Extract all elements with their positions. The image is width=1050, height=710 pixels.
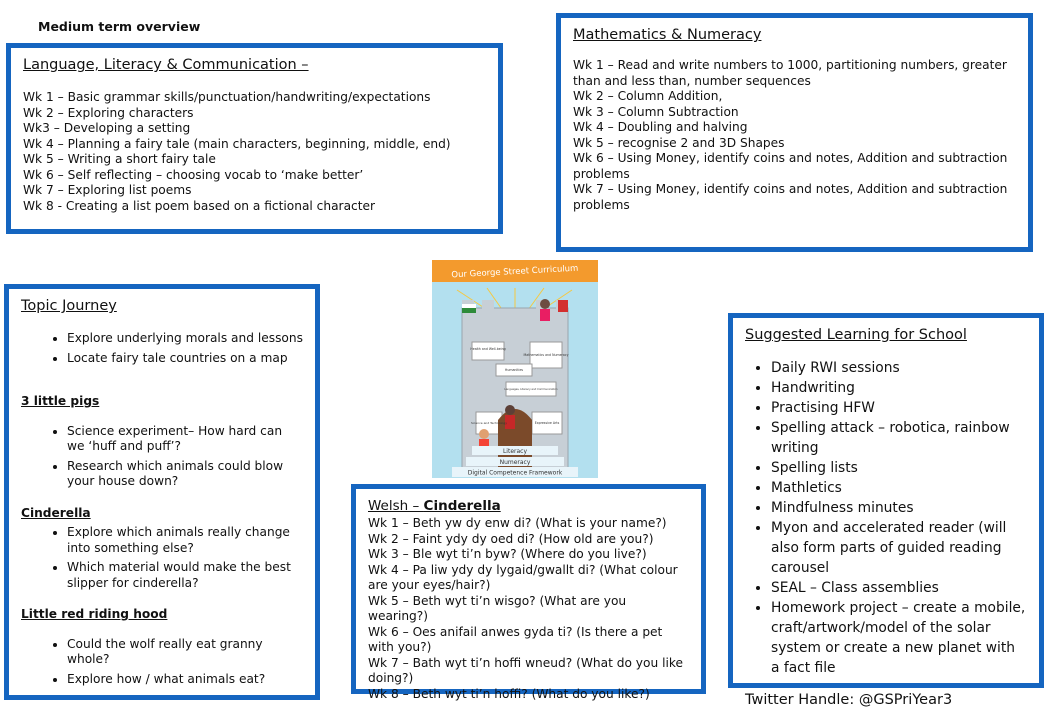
poster-numeracy: Numeracy [499, 459, 531, 466]
list-item: • Explore which animals really change into something else? [67, 525, 303, 556]
pigs-heading: 3 little pigs [21, 394, 100, 408]
list-item: • Locate fairy tale countries on a map [67, 351, 303, 367]
list-item: • Explore how / what animals eat? [67, 672, 303, 688]
welsh-title-prefix: Welsh – [368, 498, 424, 514]
week-item: Wk 7 – Exploring list poems [23, 183, 192, 197]
poster-area-label: Expressive Arts [534, 421, 560, 425]
red-riding-hood-heading: Little red riding hood [21, 607, 168, 621]
week-item: Wk 1 – Read and write numbers to 1000, partitioning numbers, greater than and less than, number sequences [573, 58, 1007, 88]
poster-digital: Digital Competence Framework [467, 469, 563, 477]
cinderella-list [21, 525, 303, 591]
topic-intro-list [21, 331, 303, 366]
topic-title: Topic Journey [21, 298, 117, 314]
week-item: Wk 5 – Beth wyt ti’n wisgo? (What are you wearing?) [368, 593, 627, 623]
maths-week-list [573, 58, 1016, 213]
language-title: Language, Literacy & Communication – [23, 57, 309, 73]
welsh-box [351, 484, 706, 701]
week-item: Wk 6 – Oes anifail anwes gyda ti? (Is there a pet with you?) [368, 624, 663, 654]
week-item: Wk 7 – Bath wyt ti’n hoffi wneud? (What do you like doing?) [368, 655, 683, 685]
week-item: Wk 3 – Column Subtraction [573, 104, 739, 119]
week-item: Wk 8 - Creating a list poem based on a fictional character [23, 198, 376, 213]
poster-area-label: Health and Well-being [470, 347, 506, 351]
list-item: • Daily RWI sessions [771, 358, 1027, 378]
list-item: • Research which animals could blow your house down? [67, 459, 303, 490]
week-item: Wk 8 – Beth wyt ti’n hoffi? (What do you like?) [368, 686, 650, 701]
week-item: Wk 3 – Ble wyt ti’n byw? (Where do you live?) [368, 547, 647, 561]
week-item: Wk 6 – Using Money, identify coins and notes, Addition and subtraction problems [573, 151, 1008, 181]
poster-area-label: Science and Technology [471, 421, 507, 425]
list-item: • SEAL – Class assemblies [771, 578, 1027, 598]
week-item: Wk3 – Developing a setting [23, 121, 191, 135]
welsh-title-bold: Cinderella [423, 498, 501, 514]
week-item: Wk 6 – Self reflecting – choosing vocab to ‘make better’ [23, 167, 364, 182]
curriculum-poster-image [432, 260, 598, 478]
suggested-learning-box [728, 313, 1044, 708]
list-item: • Handwriting [771, 378, 1027, 398]
list-item: • Mathletics [771, 478, 1027, 498]
suggested-title: Suggested Learning for School [745, 327, 967, 343]
list-item: • Homework project – create a mobile, craft/artwork/model of the solar system or create a new planet with a fact file [771, 598, 1027, 678]
week-item: Wk 5 – recognise 2 and 3D Shapes [573, 135, 785, 150]
poster-literacy: Literacy [502, 448, 528, 455]
week-item: Wk 7 – Using Money, identify coins and notes, Addition and subtraction problems [573, 182, 1008, 212]
list-item: • Explore underlying morals and lessons [67, 331, 303, 347]
list-item: • Could the wolf really eat granny whole? [67, 637, 303, 668]
week-item: Wk 1 – Beth yw dy enw di? (What is your name?) [368, 516, 667, 530]
week-item: Wk 4 – Doubling and halving [573, 120, 748, 134]
list-item: • Spelling attack – robotica, rainbow writing [771, 418, 1027, 458]
list-item: • Spelling lists [771, 458, 1027, 478]
red-riding-hood-list [21, 637, 303, 688]
list-item: • Myon and accelerated reader (will also form parts of guided reading carousel [771, 518, 1027, 578]
suggested-list [745, 358, 1027, 678]
welsh-week-list [368, 516, 689, 702]
list-item: • Science experiment– How hard can we ‘huff and puff’? [67, 424, 303, 455]
poster-area-label: Languages, Literacy and Communication [504, 388, 558, 391]
language-week-list [23, 90, 486, 214]
twitter-handle: Twitter Handle: @GSPriYear3 [745, 692, 953, 708]
mathematics-box [556, 13, 1033, 252]
week-item: Wk 2 – Faint ydy dy oed di? (How old are you?) [368, 531, 654, 546]
language-literacy-box [6, 43, 503, 234]
pigs-list [21, 424, 303, 490]
week-item: Wk 5 – Writing a short fairy tale [23, 152, 216, 166]
week-item: Wk 4 – Planning a fairy tale (main characters, beginning, middle, end) [23, 136, 451, 151]
week-item: Wk 4 – Pa liw ydy dy lygaid/gwallt di? (What colour are your eyes/hair?) [368, 562, 678, 592]
list-item: • Which material would make the best slipper for cinderella? [67, 560, 303, 591]
week-item: Wk 2 – Exploring characters [23, 105, 194, 120]
week-item: Wk 1 – Basic grammar skills/punctuation/handwriting/expectations [23, 90, 431, 104]
poster-area-label: Mathematics and Numeracy [523, 353, 569, 357]
maths-title: Mathematics & Numeracy [573, 27, 762, 43]
topic-journey-box [4, 284, 320, 700]
list-item: • Practising HFW [771, 398, 1027, 418]
week-item: Wk 2 – Column Addition, [573, 89, 723, 103]
page-title: Medium term overview [38, 19, 201, 34]
welsh-title [368, 497, 689, 515]
poster-title: Our George Street Curriculum [451, 263, 579, 281]
cinderella-heading: Cinderella [21, 505, 91, 520]
list-item: • Mindfulness minutes [771, 498, 1027, 518]
poster-area-label: Humanities [504, 368, 524, 372]
